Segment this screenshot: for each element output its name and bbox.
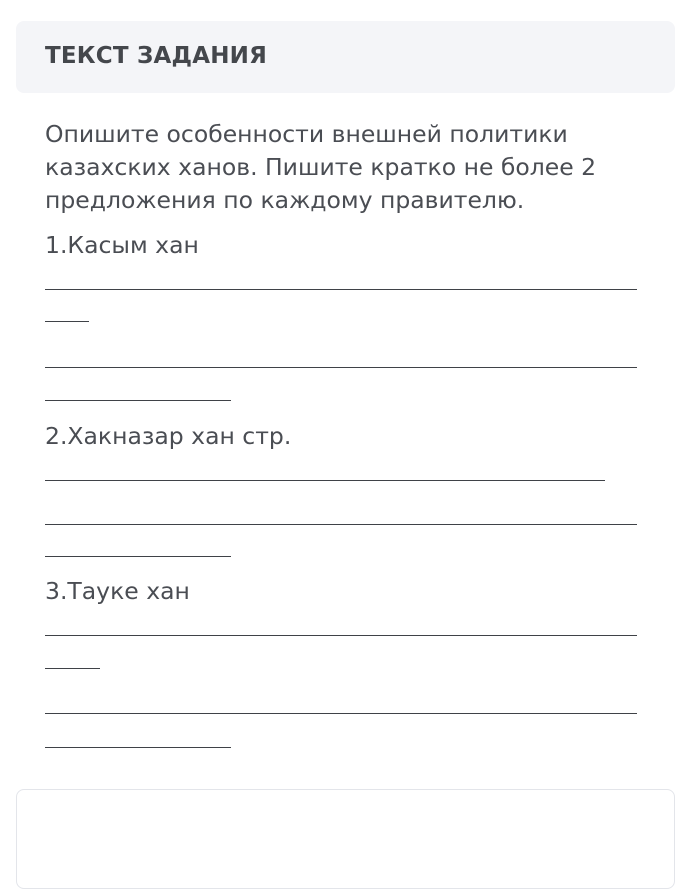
answer-underline [45,400,231,401]
ruler-item-label: 3.Тауке хан [45,577,190,605]
prompt-line: казахских ханов. Пишите кратко не более 2 [45,153,597,181]
task-header-title: ТЕКСТ ЗАДАНИЯ [45,43,268,69]
answer-underline [45,556,231,557]
answer-underline [45,635,637,636]
prompt-line: Опишите особенности внешней политики [45,120,568,148]
answer-underline [45,747,231,748]
answer-underline [45,713,637,714]
ruler-item-label: 1.Касым хан [45,231,199,259]
answer-underline [45,524,637,525]
answer-underline [45,289,637,290]
answer-card [16,789,675,889]
ruler-item-label: 2.Хакназар хан стр. [45,422,292,450]
prompt-line: предложения по каждому правителю. [45,186,525,214]
answer-underline [45,668,100,669]
task-header-card [16,21,675,93]
answer-underline [45,321,89,322]
answer-underline [45,367,637,368]
answer-underline [45,480,605,481]
